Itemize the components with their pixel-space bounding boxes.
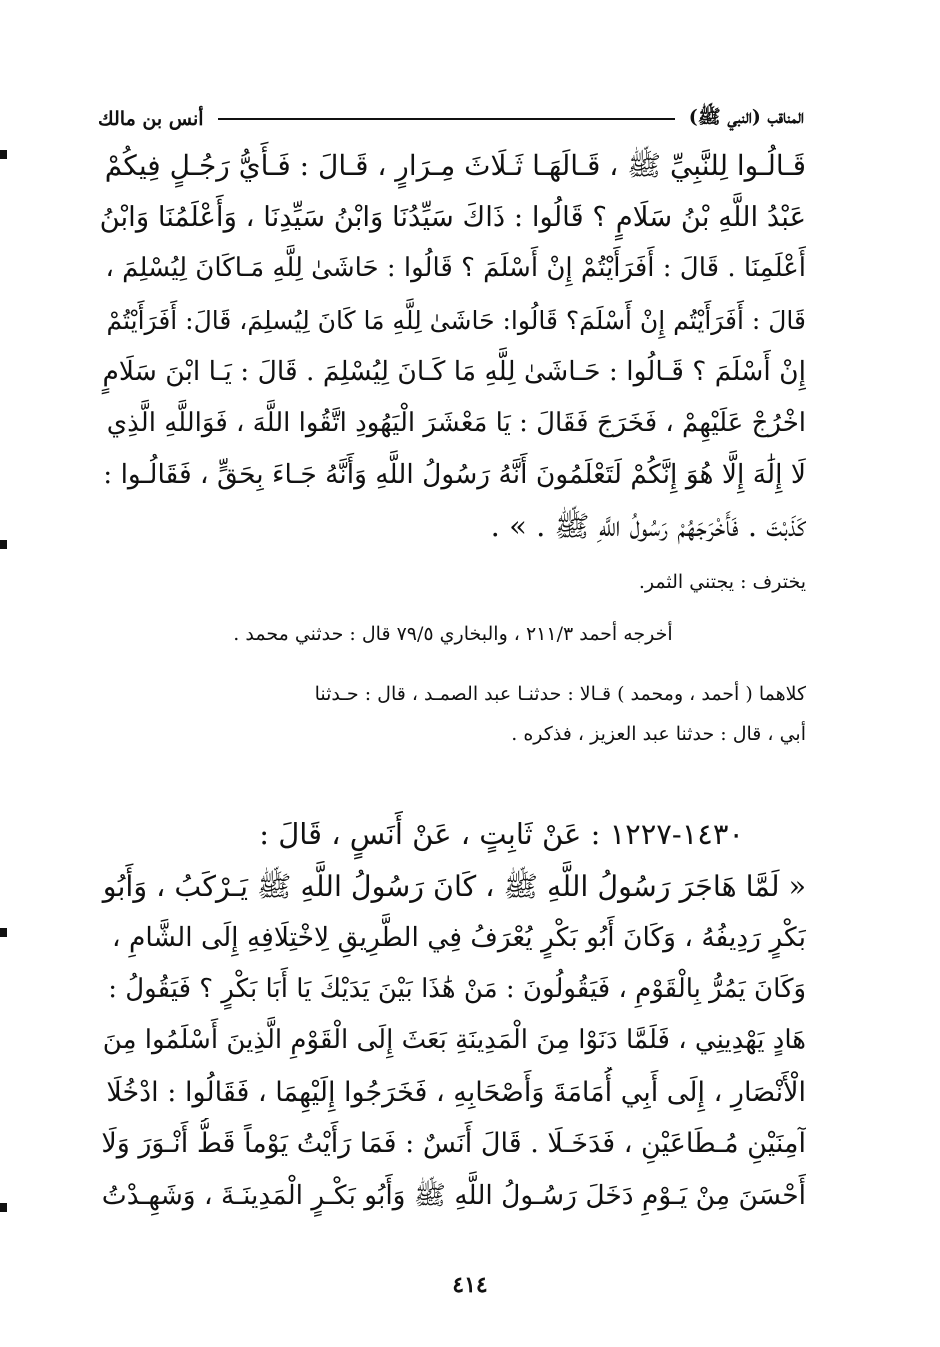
footnote-isnad-line: أبي ، قال : حدثنا عبد العزيز ، فذكره . [511,723,806,745]
header-chapter-title: المناقب (النبي ﷺ) [688,106,804,128]
text-line: هَادٍ يَهْدِينِي ، فَلَمَّا دَنَوْا مِنَ الْمَدِينَةِ بَعَثَ إِلَى الْقَوْمِ الَّذِينَ أَسْلَمُوا مِنَ [102,1025,806,1055]
margin-mark [0,150,7,159]
hadith-number-heading: ١٤٣٠-١٢٢٧ : عَنْ ثَابِتٍ ، عَنْ أَنَسٍ ، قَالَ : [259,817,744,851]
text-line: أَحْسَنَ مِنْ يَـوْمِ دَخَلَ رَسُـولُ اللَّهِ ﷺ وَأَبُو بَكْـرٍ الْمَدِينَـةَ ، وَشَهِـدْتُ [101,1179,806,1211]
text-line: قَالَ : أَفَرَأَيْتُم إِنْ أَسْلَمَ؟ قَالُوا: حَاشَىٰ لِلَّهِ مَا كَانَ لِيُسلِمَ، قَالَ: أَفَرَأَيْتُمْ [106,305,806,335]
text-line: إِنْ أَسْلَمَ ؟ قَـالُوا : حَـاشَىٰ لِلَّهِ مَا كَـانَ لِيُسْلِمَ . قَالَ : يَـا ابْنَ سَلَامٍ [102,356,806,387]
text-line: بَكْرٍ رَدِيفُهُ ، وَكَانَ أَبُو بَكْرٍ يُعْرَفُ فِي الطَّرِيقِ لِاخْتِلَافِهِ إِلَى الشَّامِ ، [112,922,806,953]
footnote-isnad-line: كلاهما ( أحمد ، ومحمد ) قـالا : حدثنـا عبد الصمـد ، قال : حـدثنا [314,683,806,705]
header-section-title: أنس بن مالك [98,108,204,130]
text-line: لَا إِلَٰهَ إِلَّا هُوَ إِنَّكُمْ لَتَعْلَمُونَ أَنَّهُ رَسُولُ اللَّهِ وَأَنَّهُ جَـاءَ بِحَقٍّ ، فَقَالُـوا : [103,459,806,490]
text-line: قَـالُـوا لِلنَّبِيِّ ﷺ ، قَـالَهَـا ثَـلَاثَ مِـرَارٍ ، قَـالَ : فَـأَيُّ رَجُـلٍ فِيكُمْ [104,149,806,182]
hadith-continued-text [100,140,806,552]
running-header [98,104,804,134]
text-line: أَعْلَمِنَا . قَالَ : أَفَرَأَيْتُمْ إِنْ أَسْلَمَ ؟ قَالُوا : حَاشَىٰ لِلَّهِ مَـاكَانَ لِيُسْلِمَ ، [105,253,806,283]
footnote-gloss: يخترف : يجتني الثمر. [638,571,806,593]
header-rule [218,118,675,120]
footnotes [100,565,806,751]
text-line: وَكَانَ يَمُرُّ بِالْقَوْمِ ، فَيَقُولُونَ : مَنْ هَٰذَا بَيْنَ يَدَيْكَ يَا أَبَا بَكْرٍ ؟ فَيَقُولُ : [108,973,806,1004]
margin-mark [0,928,7,937]
footnote-takhrij: أخرجه أحمد ٢١١/٣ ، والبخاري ٧٩/٥ قال : حدثني محمد . [233,623,673,645]
text-line: عَبْدُ اللَّهِ بْنُ سَلَامٍ ؟ قَالُوا : ذَاكَ سَيِّدُنَا وَابْنُ سَيِّدِنَا ، وَأَعْلَمُنَا وَابْنُ [100,200,806,233]
text-line: الْأَنْصَارِ ، إِلَى أَبِي أُمَامَةَ وَأَصْحَابِهِ ، فَخَرَجُوا إِلَيْهِمَا ، فَقَالُوا : ادْخُلَا [106,1076,806,1108]
text-line: كَذَبْتَ . فَأَخْرَجَهُمْ رَسُولُ اللَّهِ ﷺ . » . [490,508,806,543]
text-line: اخْرُجْ عَلَيْهِمْ ، فَخَرَجَ فَقَالَ : يَا مَعْشَرَ الْيَهُودِ اتَّقُوا اللَّهَ ، فَوَاللَّهِ الَّذِي [106,407,806,438]
hadith-1430 [100,809,806,1221]
margin-mark [0,1203,7,1212]
text-line: آمِنَيْنِ مُـطَاعَيْنِ ، فَدَخَـلَا . قَالَ أَنَسٌ : فَمَا رَأَيْتُ يَوْماً قَطُّ أَنْـوَرَ وَلَا [101,1128,806,1159]
text-line: « لَمَّا هَاجَرَ رَسُولُ اللَّهِ ﷺ ، كَانَ رَسُولُ اللَّهِ ﷺ يَـرْكَبُ ، وَأَبُو [102,869,806,903]
page-number: ٤١٤ [452,1272,488,1298]
margin-mark [0,540,7,549]
